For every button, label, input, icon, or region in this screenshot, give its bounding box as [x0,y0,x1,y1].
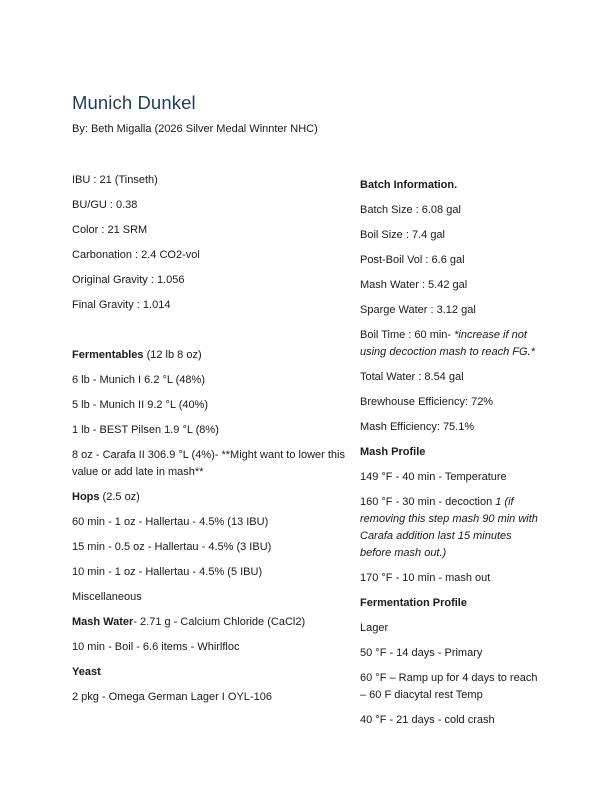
section-gap [72,322,347,347]
left-column [72,172,347,714]
boil-time [360,327,540,361]
total-water: Total Water : 8.54 gal [360,371,464,383]
fermentation-item: 50 °F - 14 days - Primary [360,647,483,659]
fermentation-profile-heading: Fermentation Profile [360,597,467,609]
mash-efficiency: Mash Efficiency: 75.1% [360,421,475,433]
mash-step: 170 °F - 10 min - mash out [360,572,491,584]
misc-mash-water-label: Mash Water [72,616,134,628]
misc-heading: Miscellaneous [72,591,142,603]
mash-profile-heading: Mash Profile [360,446,426,458]
batch-heading: Batch Information. [360,179,458,191]
recipe-byline: By: Beth Migalla (2026 Silver Medal Winnter NHC) [72,123,318,135]
boil-time-note: *increase if not using decoction mash to reach FG.* [360,329,535,358]
hops-heading-label: Hops [72,491,100,503]
misc-mash-water [72,614,347,631]
hop-item: 15 min - 0.5 oz - Hallertau - 4.5% (3 IBU) [72,541,272,553]
hops-heading [72,489,347,506]
stat-ibu: IBU : 21 (Tinseth) [72,174,158,186]
stat-color: Color : 21 SRM [72,224,148,236]
mash-step-note: 1 (if removing this step mash 90 min with Carafa addition last 15 minutes before mash out.) [360,496,538,559]
hop-item: 60 min - 1 oz - Hallertau - 4.5% (13 IBU) [72,516,269,528]
fermentable-item: 1 lb - BEST Pilsen 1.9 °L (8%) [72,424,219,436]
mash-water: Mash Water : 5.42 gal [360,279,468,291]
stat-og: Original Gravity : 1.056 [72,274,185,286]
batch-size: Batch Size : 6.08 gal [360,204,461,216]
right-column [360,177,540,737]
fermentation-item: 60 °F – Ramp up for 4 days to reach – 60 F diacytal rest Temp [360,672,538,701]
fermentable-item: 8 oz - Carafa II 306.9 °L (4%)- **Might want to lower this value or add late in mash** [72,449,345,478]
boil-time-value: Boil Time : 60 min- [360,329,455,341]
fermentables-total: (12 lb 8 oz) [143,349,202,361]
hop-item: 10 min - 1 oz - Hallertau - 4.5% (5 IBU) [72,566,263,578]
fermentables-heading [72,347,347,364]
brewhouse-efficiency: Brewhouse Efficiency: 72% [360,396,494,408]
fermentables-heading-label: Fermentables [72,349,144,361]
mash-step-value: 160 °F - 30 min - decoction [360,496,496,508]
mash-step: 149 °F - 40 min - Temperature [360,471,507,483]
fermentation-item: 40 °F - 21 days - cold crash [360,714,495,726]
misc-boil-item: 10 min - Boil - 6.6 items - Whirlfloc [72,641,240,653]
fermentable-item: 6 lb - Munich I 6.2 °L (48%) [72,374,205,386]
yeast-item: 2 pkg - Omega German Lager I OYL-106 [72,691,272,703]
sparge-water: Sparge Water : 3.12 gal [360,304,476,316]
post-boil-vol: Post-Boil Vol : 6.6 gal [360,254,465,266]
stat-fg: Final Gravity : 1.014 [72,299,171,311]
boil-size: Boil Size : 7.4 gal [360,229,445,241]
recipe-title: Munich Dunkel [72,92,196,113]
mash-step [360,494,540,562]
fermentation-item: Lager [360,622,389,634]
hops-total: (2.5 oz) [99,491,140,503]
yeast-heading: Yeast [72,666,101,678]
stat-carbonation: Carbonation : 2.4 CO2-vol [72,249,200,261]
misc-mash-water-value: - 2.71 g - Calcium Chloride (CaCl2) [133,616,306,628]
fermentable-item: 5 lb - Munich II 9.2 °L (40%) [72,399,209,411]
stat-bu-gu: BU/GU : 0.38 [72,199,138,211]
